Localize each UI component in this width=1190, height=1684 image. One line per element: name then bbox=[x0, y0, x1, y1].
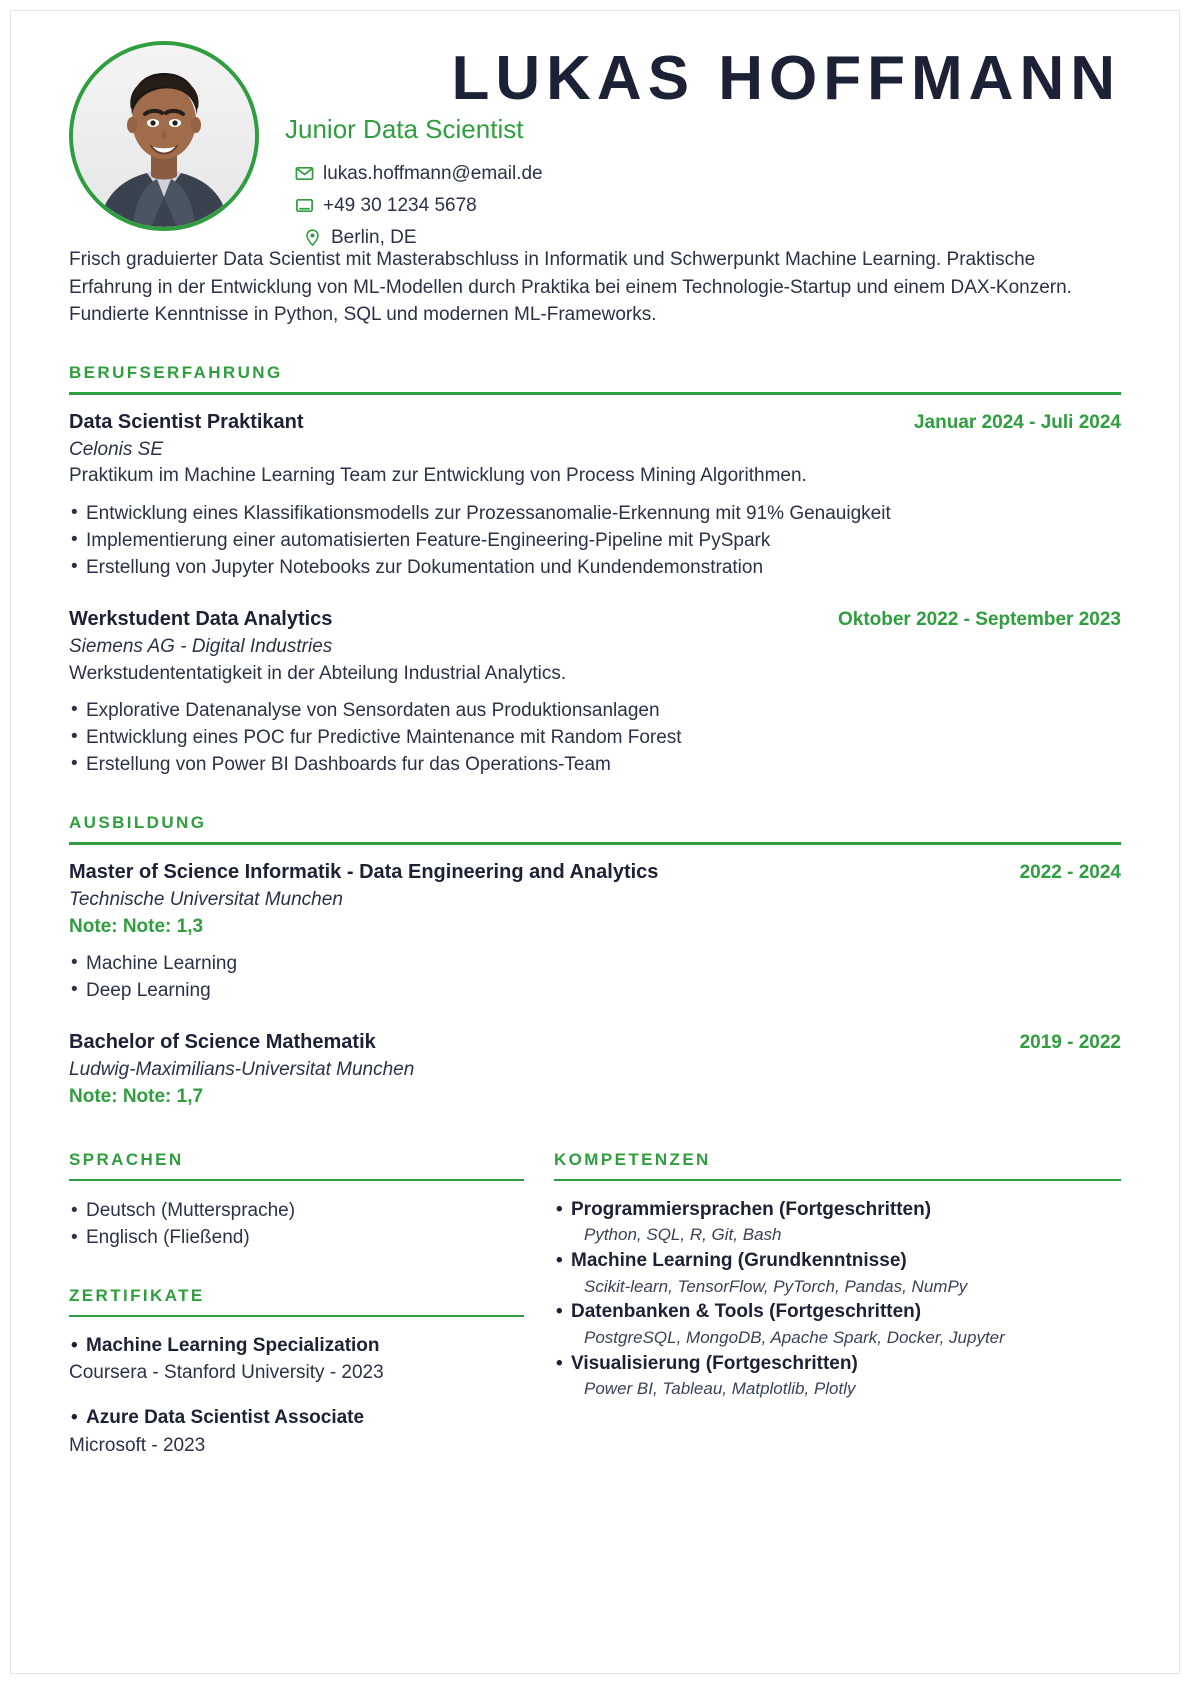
right-column bbox=[554, 1150, 1121, 1403]
contact-location-text: Berlin, DE bbox=[331, 227, 417, 249]
section-title-experience: BERUFSERFAHRUNG bbox=[69, 362, 283, 382]
skill-group-name: • Visualisierung (Fortgeschritten) bbox=[554, 1351, 1121, 1378]
contact-location bbox=[303, 228, 1121, 247]
list-item: • Implementierung einer automatisierten Feature-Engineering-Pipeline mit PySpark bbox=[69, 528, 1121, 555]
resume-header bbox=[69, 33, 1121, 260]
list-item: • Explorative Datenanalyse von Sensordaten aus Produktionsanlagen bbox=[69, 698, 1121, 725]
experience-date: Oktober 2022 - September 2023 bbox=[837, 608, 1121, 630]
education-entry-head bbox=[69, 861, 1121, 884]
certificate-item bbox=[69, 1333, 524, 1387]
contact-email-text: lukas.hoffmann@email.de bbox=[323, 163, 543, 185]
experience-bullets bbox=[69, 501, 1121, 582]
experience-role: Data Scientist Praktikant bbox=[69, 410, 304, 433]
education-entry bbox=[69, 1031, 1121, 1109]
resume-sheet bbox=[10, 10, 1180, 1674]
skill-group bbox=[554, 1248, 1121, 1298]
certificate-meta: Coursera - Stanford University - 2023 bbox=[69, 1362, 384, 1384]
education-date: 2022 - 2024 bbox=[1019, 862, 1121, 884]
skill-group-name: • Programmiersprachen (Fortgeschritten) bbox=[554, 1197, 1121, 1224]
contact-email[interactable] bbox=[295, 164, 1121, 183]
skill-group bbox=[554, 1299, 1121, 1349]
certificate-meta: Microsoft - 2023 bbox=[69, 1434, 206, 1456]
skill-group bbox=[554, 1197, 1121, 1247]
page-title: LUKAS HOFFMANN bbox=[451, 44, 1121, 113]
section-languages bbox=[69, 1150, 524, 1252]
list-item: • Entwicklung eines POC fur Predictive Maintenance mit Random Forest bbox=[69, 725, 1121, 752]
section-divider bbox=[69, 1179, 524, 1181]
header-text-block bbox=[285, 33, 1121, 260]
education-bullets bbox=[69, 951, 1121, 1005]
education-entry bbox=[69, 861, 1121, 1005]
section-divider bbox=[69, 1315, 524, 1317]
languages-list bbox=[69, 1197, 524, 1252]
experience-description: Praktikum im Machine Learning Team zur Entwicklung von Process Mining Algorithmen. bbox=[69, 465, 807, 487]
list-item: • Machine Learning bbox=[69, 951, 1121, 978]
skill-group-items: PostgreSQL, MongoDB, Apache Spark, Docker, Jupyter bbox=[584, 1327, 1005, 1347]
experience-company: Siemens AG - Digital Industries bbox=[69, 635, 333, 657]
section-title-certificates: ZERTIFIKATE bbox=[69, 1285, 205, 1305]
education-degree: Bachelor of Science Mathematik bbox=[69, 1031, 376, 1054]
left-column bbox=[69, 1150, 524, 1460]
list-item: • Deutsch (Muttersprache) bbox=[69, 1197, 524, 1225]
experience-company: Celonis SE bbox=[69, 438, 163, 460]
section-title-skills: KOMPETENZEN bbox=[554, 1149, 711, 1169]
education-school: Ludwig-Maximilians-Universitat Munchen bbox=[69, 1059, 415, 1081]
skill-group-items: Power BI, Tableau, Matplotlib, Plotly bbox=[584, 1379, 856, 1399]
experience-bullets bbox=[69, 698, 1121, 779]
profile-summary: Frisch graduierter Data Scientist mit Masterabschluss in Informatik und Schwerpunkt Machine Learning. Praktische Erfahrung in der Entwicklung von ML-Modellen durch Praktika bei einem Technologie-Startup und einem DAX-Konzern. Fundierte Kenntnisse in Python, SQL und modernen ML-Frameworks. bbox=[69, 249, 1072, 326]
contact-list bbox=[285, 164, 1121, 247]
experience-date: Januar 2024 - Juli 2024 bbox=[913, 411, 1121, 433]
section-skills bbox=[554, 1150, 1121, 1402]
avatar bbox=[69, 41, 259, 231]
skill-group bbox=[554, 1351, 1121, 1401]
job-title: Junior Data Scientist bbox=[285, 114, 524, 145]
experience-role: Werkstudent Data Analytics bbox=[69, 607, 333, 630]
envelope-icon bbox=[295, 164, 314, 183]
certificate-name: • Azure Data Scientist Associate bbox=[69, 1405, 524, 1431]
contact-phone[interactable] bbox=[295, 196, 1121, 215]
certificate-item bbox=[69, 1405, 524, 1459]
section-divider bbox=[69, 392, 1121, 395]
section-divider bbox=[69, 842, 1121, 845]
list-item: • Deep Learning bbox=[69, 978, 1121, 1005]
section-certificates bbox=[69, 1286, 524, 1459]
bottom-columns bbox=[69, 1150, 1121, 1460]
education-grade: Note: Note: 1,3 bbox=[69, 915, 204, 937]
skill-group-items: Python, SQL, R, Git, Bash bbox=[584, 1225, 782, 1245]
section-title-languages: SPRACHEN bbox=[69, 1149, 184, 1169]
education-grade: Note: Note: 1,7 bbox=[69, 1085, 204, 1107]
contact-phone-text: +49 30 1234 5678 bbox=[323, 195, 477, 217]
skill-group-items: Scikit-learn, TensorFlow, PyTorch, Pandas, NumPy bbox=[584, 1276, 968, 1296]
list-item: • Englisch (Fließend) bbox=[69, 1224, 524, 1252]
education-degree: Master of Science Informatik - Data Engineering and Analytics bbox=[69, 861, 659, 884]
experience-entry-head bbox=[69, 411, 1121, 434]
certificate-name: • Machine Learning Specialization bbox=[69, 1333, 524, 1359]
section-divider bbox=[554, 1179, 1121, 1181]
experience-entry bbox=[69, 608, 1121, 779]
education-entry-head bbox=[69, 1031, 1121, 1054]
experience-entry bbox=[69, 411, 1121, 582]
experience-description: Werkstudententatigkeit in der Abteilung Industrial Analytics. bbox=[69, 662, 567, 684]
list-item: • Entwicklung eines Klassifikationsmodells zur Prozessanomalie-Erkennung mit 91% Genauigkeit bbox=[69, 501, 1121, 528]
phone-icon bbox=[295, 196, 314, 215]
location-pin-icon bbox=[303, 228, 322, 247]
skill-group-name: • Datenbanken & Tools (Fortgeschritten) bbox=[554, 1299, 1121, 1326]
section-education bbox=[69, 813, 1121, 1110]
experience-entry-head bbox=[69, 608, 1121, 631]
list-item: • Erstellung von Power BI Dashboards fur das Operations-Team bbox=[69, 752, 1121, 779]
section-experience bbox=[69, 363, 1121, 779]
education-date: 2019 - 2022 bbox=[1019, 1032, 1121, 1054]
list-item: • Erstellung von Jupyter Notebooks zur Dokumentation und Kundendemonstration bbox=[69, 555, 1121, 582]
education-school: Technische Universitat Munchen bbox=[69, 889, 343, 911]
skill-group-name: • Machine Learning (Grundkenntnisse) bbox=[554, 1248, 1121, 1275]
section-title-education: AUSBILDUNG bbox=[69, 813, 207, 833]
